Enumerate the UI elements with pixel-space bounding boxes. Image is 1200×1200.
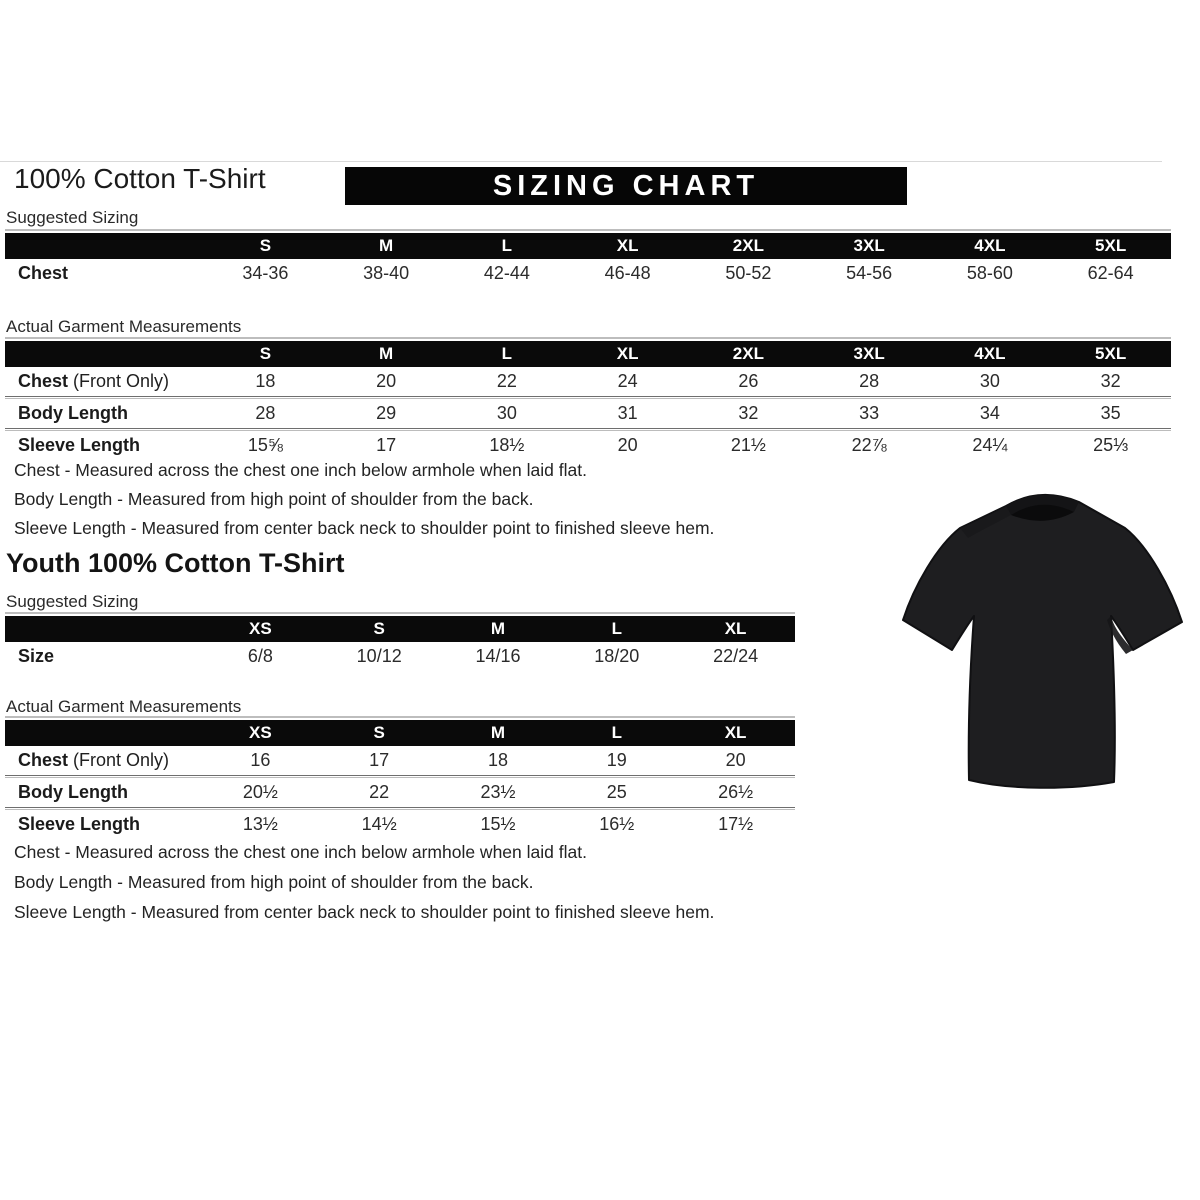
table-cell: 50-52	[725, 263, 772, 283]
table-row	[5, 259, 1171, 288]
table-cell: 28	[859, 371, 880, 391]
column-header: 4XL	[974, 344, 1006, 363]
row-label-main: Chest	[18, 371, 69, 391]
sizing-chart-banner: SIZING CHART	[345, 167, 907, 205]
top-divider	[0, 161, 1162, 162]
table-row-body-length	[5, 399, 1171, 428]
table-top-rule	[5, 337, 1171, 339]
column-header: XL	[616, 344, 639, 363]
table-cell: 29	[376, 403, 397, 423]
table-cell: 18½	[489, 435, 525, 455]
column-header: L	[611, 723, 622, 742]
youth-suggested-sizing-table	[5, 612, 795, 671]
adult-actual-measurements-table	[5, 337, 1171, 460]
note-chest: Chest - Measured across the chest one inch below armhole when laid flat.	[14, 460, 587, 480]
column-header: M	[379, 236, 394, 255]
table-top-rule	[5, 229, 1171, 231]
row-label	[5, 371, 205, 392]
table-row-size	[5, 642, 795, 671]
page-title: 100% Cotton T-Shirt	[14, 163, 266, 194]
tshirt-photo	[890, 470, 1195, 810]
table-cell: 21½	[730, 435, 766, 455]
column-header: S	[259, 236, 272, 255]
table-cell: 20	[617, 435, 638, 455]
table-cell: 18	[255, 371, 276, 391]
table-cell: 26	[738, 371, 759, 391]
column-header: XL	[616, 236, 639, 255]
row-label: Chest	[18, 263, 69, 283]
table-top-rule	[5, 716, 795, 718]
row-label: Size	[18, 646, 55, 666]
table-cell: 20	[725, 750, 746, 770]
youth-actual-measurements-label: Actual Garment Measurements	[6, 697, 242, 716]
table-cell: 25	[606, 782, 627, 802]
row-label: Sleeve Length	[18, 814, 141, 834]
row-divider	[5, 428, 1171, 429]
adult-suggested-sizing-label: Suggested Sizing	[6, 208, 139, 227]
column-header: 4XL	[974, 236, 1006, 255]
table-cell: 22⅞	[851, 435, 887, 455]
row-label	[5, 750, 201, 771]
table-cell: 54-56	[846, 263, 893, 283]
column-header: M	[379, 344, 394, 363]
row-label-suffix: (Front Only)	[68, 371, 170, 391]
column-header: XL	[724, 723, 747, 742]
table-cell: 30	[496, 403, 517, 423]
table-top-rule	[5, 612, 795, 614]
table-cell: 26½	[718, 782, 754, 802]
table-cell: 20½	[242, 782, 278, 802]
row-divider	[5, 396, 1171, 397]
table-cell: 58-60	[966, 263, 1013, 283]
table-cell: 17½	[718, 814, 754, 834]
table-cell: 22	[369, 782, 390, 802]
table-cell: 30	[979, 371, 1000, 391]
column-header: S	[259, 344, 272, 363]
column-header: L	[501, 344, 513, 363]
table-row-sleeve-length	[5, 431, 1171, 460]
table-cell: 32	[1100, 371, 1121, 391]
table-cell: 32	[738, 403, 759, 423]
row-label-suffix: (Front Only)	[68, 750, 170, 770]
table-cell: 46-48	[604, 263, 651, 283]
table-cell: 23½	[480, 782, 516, 802]
youth-suggested-sizing-label: Suggested Sizing	[6, 592, 139, 611]
adult-actual-header-row	[5, 341, 1171, 367]
column-header: L	[501, 236, 513, 255]
youth-actual-header-row	[5, 720, 795, 746]
table-row-chest	[5, 746, 795, 775]
column-header: 2XL	[732, 344, 764, 363]
table-cell: 20	[376, 371, 397, 391]
column-header: L	[611, 619, 622, 638]
table-cell: 42-44	[483, 263, 530, 283]
column-header: M	[490, 619, 506, 638]
tshirt-body-shape	[903, 495, 1182, 788]
row-label-main: Chest	[18, 750, 69, 770]
youth-section-title: Youth 100% Cotton T-Shirt	[6, 548, 345, 578]
table-cell: 22	[496, 371, 517, 391]
column-header: 3XL	[853, 344, 885, 363]
adult-measurement-notes	[14, 460, 714, 547]
table-cell: 17	[369, 750, 390, 770]
note-body-length: Body Length - Measured from high point of shoulder from the back.	[14, 489, 534, 509]
column-header: M	[490, 723, 506, 742]
table-cell: 62-64	[1087, 263, 1134, 283]
table-cell: 31	[617, 403, 638, 423]
table-cell: 17	[376, 435, 397, 455]
note-chest: Chest - Measured across the chest one inch below armhole when laid flat.	[14, 842, 587, 862]
table-row-sleeve-length	[5, 810, 795, 839]
table-cell: 34	[979, 403, 1000, 423]
youth-measurement-notes	[14, 842, 714, 932]
black-tshirt-graphic	[890, 470, 1195, 810]
note-body-length: Body Length - Measured from high point of shoulder from the back.	[14, 872, 534, 892]
table-cell: 15½	[480, 814, 516, 834]
column-header: 2XL	[732, 236, 764, 255]
table-cell: 28	[255, 403, 276, 423]
column-header: 3XL	[853, 236, 885, 255]
table-cell: 15⅝	[247, 435, 283, 455]
adult-actual-measurements-label: Actual Garment Measurements	[6, 317, 242, 336]
youth-suggested-header-row	[5, 616, 795, 642]
table-cell: 6/8	[247, 646, 273, 666]
table-cell: 24	[617, 371, 638, 391]
column-header: S	[373, 723, 385, 742]
column-header: XS	[249, 619, 272, 638]
row-label: Body Length	[18, 782, 128, 802]
adult-suggested-sizing-table	[5, 229, 1171, 288]
table-cell: 38-40	[363, 263, 410, 283]
table-row-chest	[5, 367, 1171, 396]
column-header: 5XL	[1095, 344, 1127, 363]
table-cell: 13½	[242, 814, 278, 834]
row-divider	[5, 807, 795, 808]
note-sleeve-length: Sleeve Length - Measured from center back neck to shoulder point to finished sleeve hem.	[14, 902, 715, 922]
table-cell: 22/24	[713, 646, 759, 666]
row-label: Sleeve Length	[18, 435, 141, 455]
table-cell: 18/20	[594, 646, 640, 666]
table-cell: 16½	[599, 814, 635, 834]
row-label: Body Length	[18, 403, 128, 423]
table-cell: 18	[487, 750, 508, 770]
table-cell: 10/12	[356, 646, 402, 666]
table-cell: 33	[859, 403, 880, 423]
note-sleeve-length: Sleeve Length - Measured from center back neck to shoulder point to finished sleeve hem.	[14, 518, 715, 538]
table-cell: 24¼	[972, 435, 1008, 455]
row-divider	[5, 775, 795, 776]
table-cell: 19	[606, 750, 627, 770]
adult-suggested-header-row	[5, 233, 1171, 259]
column-header: S	[373, 619, 385, 638]
column-header: XS	[249, 723, 272, 742]
column-header: 5XL	[1095, 236, 1127, 255]
table-cell: 14/16	[475, 646, 521, 666]
table-cell: 25⅓	[1093, 435, 1129, 455]
column-header: XL	[724, 619, 747, 638]
table-cell: 16	[250, 750, 271, 770]
table-cell: 35	[1100, 403, 1121, 423]
table-row-body-length	[5, 778, 795, 807]
table-cell: 14½	[361, 814, 397, 834]
table-cell: 34-36	[242, 263, 289, 283]
youth-actual-measurements-table	[5, 716, 795, 839]
